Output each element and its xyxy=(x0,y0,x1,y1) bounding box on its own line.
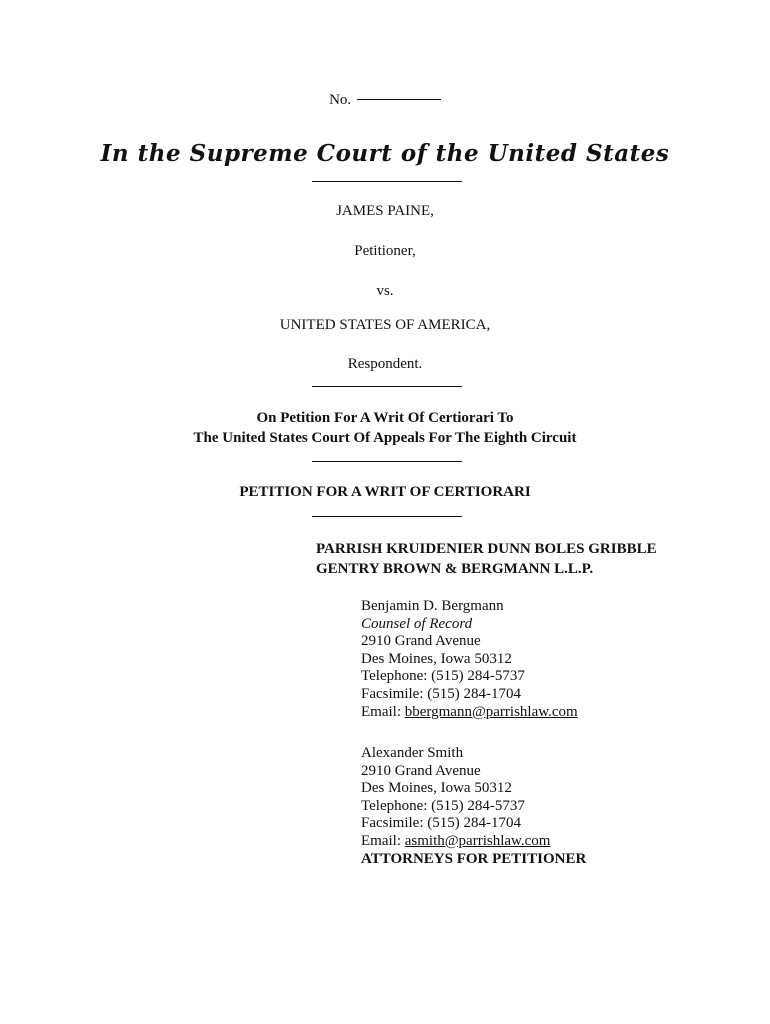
counsel-block-1 xyxy=(361,598,578,721)
counsel-street: 2910 Grand Avenue xyxy=(361,762,481,779)
counsel-name: Benjamin D. Bergmann xyxy=(361,598,504,614)
divider-rule xyxy=(312,386,462,387)
counsel-facsimile: Facsimile: (515) 284-1704 xyxy=(361,815,521,832)
petitioner-role: Petitioner, xyxy=(354,243,416,259)
firm-name-line-2: GENTRY BROWN & BERGMANN L.L.P. xyxy=(316,561,594,577)
counsel-role: Counsel of Record xyxy=(361,615,473,632)
petition-line-2: The United States Court Of Appeals For The Eighth Circuit xyxy=(193,430,577,446)
case-number-label: No. xyxy=(329,92,352,108)
divider-rule xyxy=(312,461,462,462)
court-title: In the Supreme Court of the United States xyxy=(100,140,670,167)
email-label: Email: xyxy=(361,703,405,720)
counsel-email-link[interactable]: bbergmann@parrishlaw.com xyxy=(404,703,578,720)
counsel-block-2 xyxy=(361,745,586,868)
counsel-city: Des Moines, Iowa 50312 xyxy=(361,780,512,797)
firm-name-line-1: PARRISH KRUIDENIER DUNN BOLES GRIBBLE xyxy=(316,541,657,557)
email-label: Email: xyxy=(361,832,405,849)
divider-rule xyxy=(312,516,462,517)
petition-line-1: On Petition For A Writ Of Certiorari To xyxy=(256,410,514,426)
petitioner-name: JAMES PAINE, xyxy=(336,203,434,219)
case-number xyxy=(0,92,770,109)
counsel-city: Des Moines, Iowa 50312 xyxy=(361,650,512,667)
counsel-email-link[interactable]: asmith@parrishlaw.com xyxy=(404,832,551,849)
petition-title: PETITION FOR A WRIT OF CERTIORARI xyxy=(239,484,531,500)
counsel-email-line xyxy=(361,833,586,851)
counsel-name: Alexander Smith xyxy=(361,745,464,761)
respondent-role: Respondent. xyxy=(347,356,423,372)
divider-rule xyxy=(312,181,462,182)
counsel-facsimile: Facsimile: (515) 284-1704 xyxy=(361,685,521,702)
attorneys-for-label: ATTORNEYS FOR PETITIONER xyxy=(361,850,587,867)
counsel-telephone: Telephone: (515) 284-5737 xyxy=(361,668,525,685)
respondent-name: UNITED STATES OF AMERICA, xyxy=(279,317,491,333)
counsel-email-line xyxy=(361,704,578,722)
counsel-telephone: Telephone: (515) 284-5737 xyxy=(361,797,525,814)
counsel-street: 2910 Grand Avenue xyxy=(361,633,481,650)
versus-label: vs. xyxy=(376,283,394,299)
case-number-blank xyxy=(357,99,441,100)
